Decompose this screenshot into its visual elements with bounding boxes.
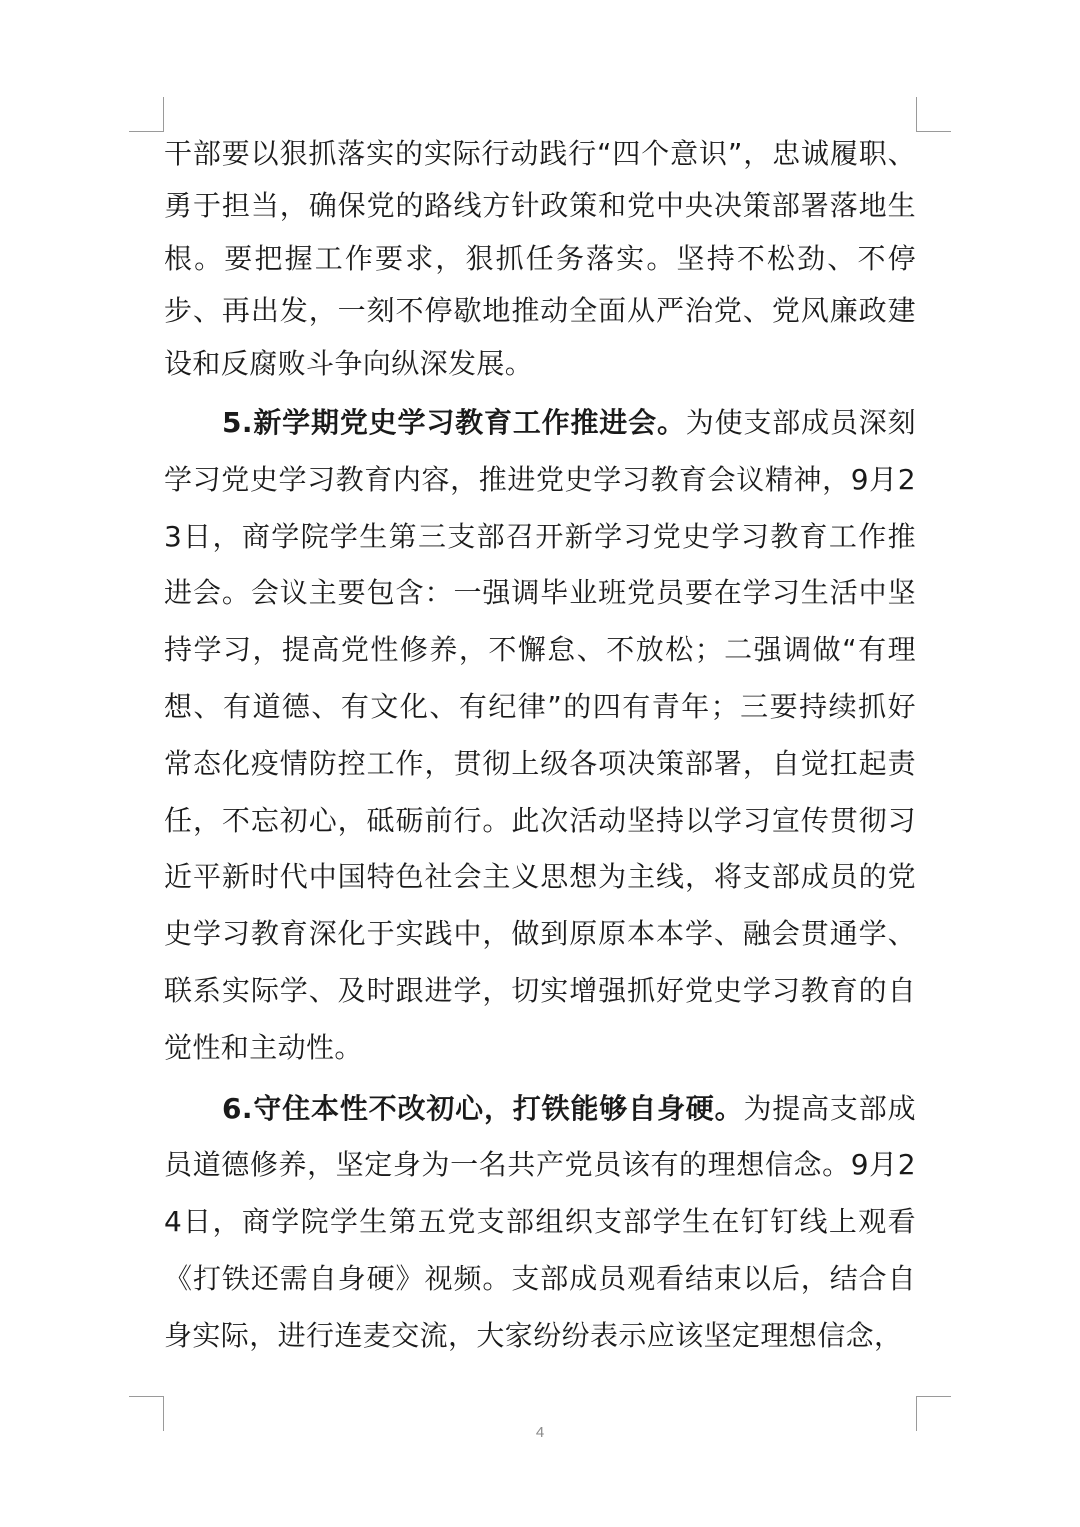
paragraph-section-6 [164,1081,916,1365]
page-number: 4 [535,1424,545,1441]
crop-mark-top-right [916,97,951,132]
crop-mark-top-left [129,97,164,132]
section-6-heading: 6.守住本性不改初心，打铁能够自身硬。 [222,1091,744,1125]
document-body [164,128,916,1365]
paragraph-section-5 [164,395,916,1077]
paragraph-continuation: 干部要以狠抓落实的实际行动践行“四个意识”，忠诚履职、勇于担当，确保党的路线方针政策和党中央决策部署落地生根。要把握工作要求，狠抓任务落实。坚持不松劲、不停步、再出发，一刻不停歇地推动全面从严治党、党风廉政建设和反腐败斗争向纵深发展。 [164,137,916,380]
section-5-body: 为使支部成员深刻学习党史学习教育内容，推进党史学习教育会议精神，9月23日，商学院学生第三支部召开新学习党史学习教育工作推进会。会议主要包含：一强调毕业班党员要在学习生活中坚持学习，提高党性修养，不懈怠、不放松；二强调做“有理想、有道德、有文化、有纪律”的四有青年；三要持续抓好常态化疫情防控工作，贯彻上级各项决策部署，自觉扛起责任，不忘初心，砥砺前行。此次活动坚持以学习宣传贯彻习近平新时代中国特色社会主义思想为主线，将支部成员的党史学习教育深化于实践中，做到原原本本学、融会贯通学、联系实际学、及时跟进学，切实增强抓好党史学习教育的自觉性和主动性。 [164,406,917,1064]
section-5-heading: 5.新学期党史学习教育工作推进会。 [222,406,686,440]
section-6-body: 为提高支部成员道德修养，坚定身为一名共产党员该有的理想信念。9月24日，商学院学生第五党支部组织支部学生在钉钉线上观看《打铁还需自身硬》视频。支部成员观看结束以后，结合自身实际，进行连麦交流，大家纷纷表示应该坚定理想信念， [164,1091,916,1352]
